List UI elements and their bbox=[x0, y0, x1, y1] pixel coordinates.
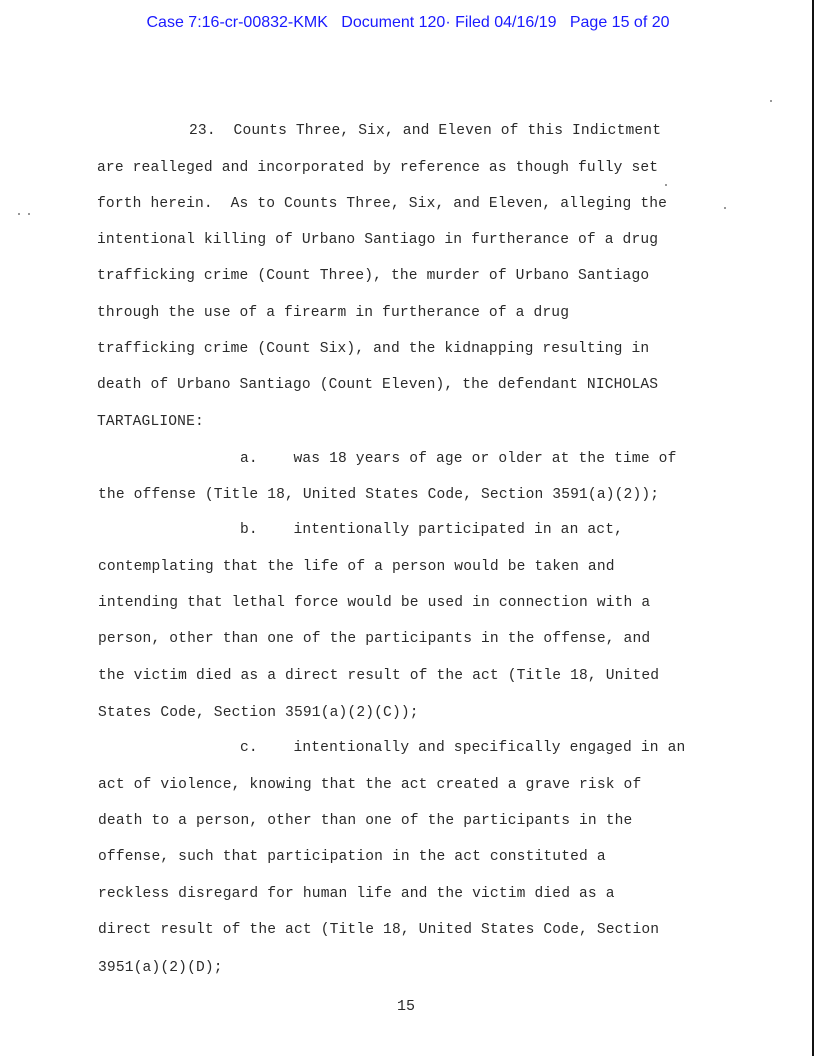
text-line: TARTAGLIONE: bbox=[97, 414, 204, 430]
header-separator: · bbox=[445, 14, 456, 31]
text-line: intentional killing of Urbano Santiago in furtherance of a drug bbox=[97, 232, 659, 248]
text-line: c. intentionally and specifically engaged in an bbox=[240, 740, 686, 756]
text-line: person, other than one of the participants in the offense, and bbox=[98, 631, 651, 647]
text-line: offense, such that participation in the act constituted a bbox=[98, 849, 606, 865]
text-line: the victim died as a direct result of the act (Title 18, United bbox=[98, 668, 660, 684]
text-line: are realleged and incorporated by reference as though fully set bbox=[97, 160, 659, 176]
filing-header bbox=[0, 14, 816, 32]
text-line: intending that lethal force would be used in connection with a bbox=[98, 595, 651, 611]
scan-edge-divider bbox=[812, 0, 814, 1056]
scan-speck bbox=[18, 213, 20, 215]
text-line: States Code, Section 3591(a)(2)(C)); bbox=[98, 705, 419, 721]
text-line: forth herein. As to Counts Three, Six, and Eleven, alleging the bbox=[97, 196, 668, 212]
text-line: through the use of a firearm in furtherance of a drug bbox=[97, 305, 570, 321]
case-number: Case 7:16-cr-00832-KMK bbox=[146, 14, 328, 31]
text-line: direct result of the act (Title 18, United States Code, Section bbox=[98, 922, 660, 938]
document-number: Document 120 bbox=[341, 14, 446, 31]
text-line: act of violence, knowing that the act created a grave risk of bbox=[98, 777, 642, 793]
scan-speck bbox=[724, 207, 726, 209]
text-line: b. intentionally participated in an act, bbox=[240, 522, 624, 538]
page-of-total: Page 15 of 20 bbox=[569, 14, 670, 31]
scan-speck bbox=[665, 184, 667, 186]
text-line: death of Urbano Santiago (Count Eleven), the defendant NICHOLAS bbox=[97, 377, 659, 393]
scan-speck bbox=[28, 213, 30, 215]
page-number: 15 bbox=[397, 998, 416, 1015]
text-line: the offense (Title 18, United States Code, Section 3591(a)(2)); bbox=[98, 487, 660, 503]
scan-speck bbox=[770, 100, 772, 102]
text-line: trafficking crime (Count Six), and the kidnapping resulting in bbox=[97, 341, 650, 357]
text-line: a. was 18 years of age or older at the time of bbox=[240, 451, 677, 467]
text-line: trafficking crime (Count Three), the murder of Urbano Santiago bbox=[97, 268, 650, 284]
text-line: 3951(a)(2)(D); bbox=[98, 960, 223, 976]
text-line: death to a person, other than one of the participants in the bbox=[98, 813, 633, 829]
filed-date: Filed 04/16/19 bbox=[455, 14, 557, 31]
text-line: 23. Counts Three, Six, and Eleven of this Indictment bbox=[189, 123, 662, 139]
text-line: reckless disregard for human life and the victim died as a bbox=[98, 886, 615, 902]
text-line: contemplating that the life of a person would be taken and bbox=[98, 559, 615, 575]
